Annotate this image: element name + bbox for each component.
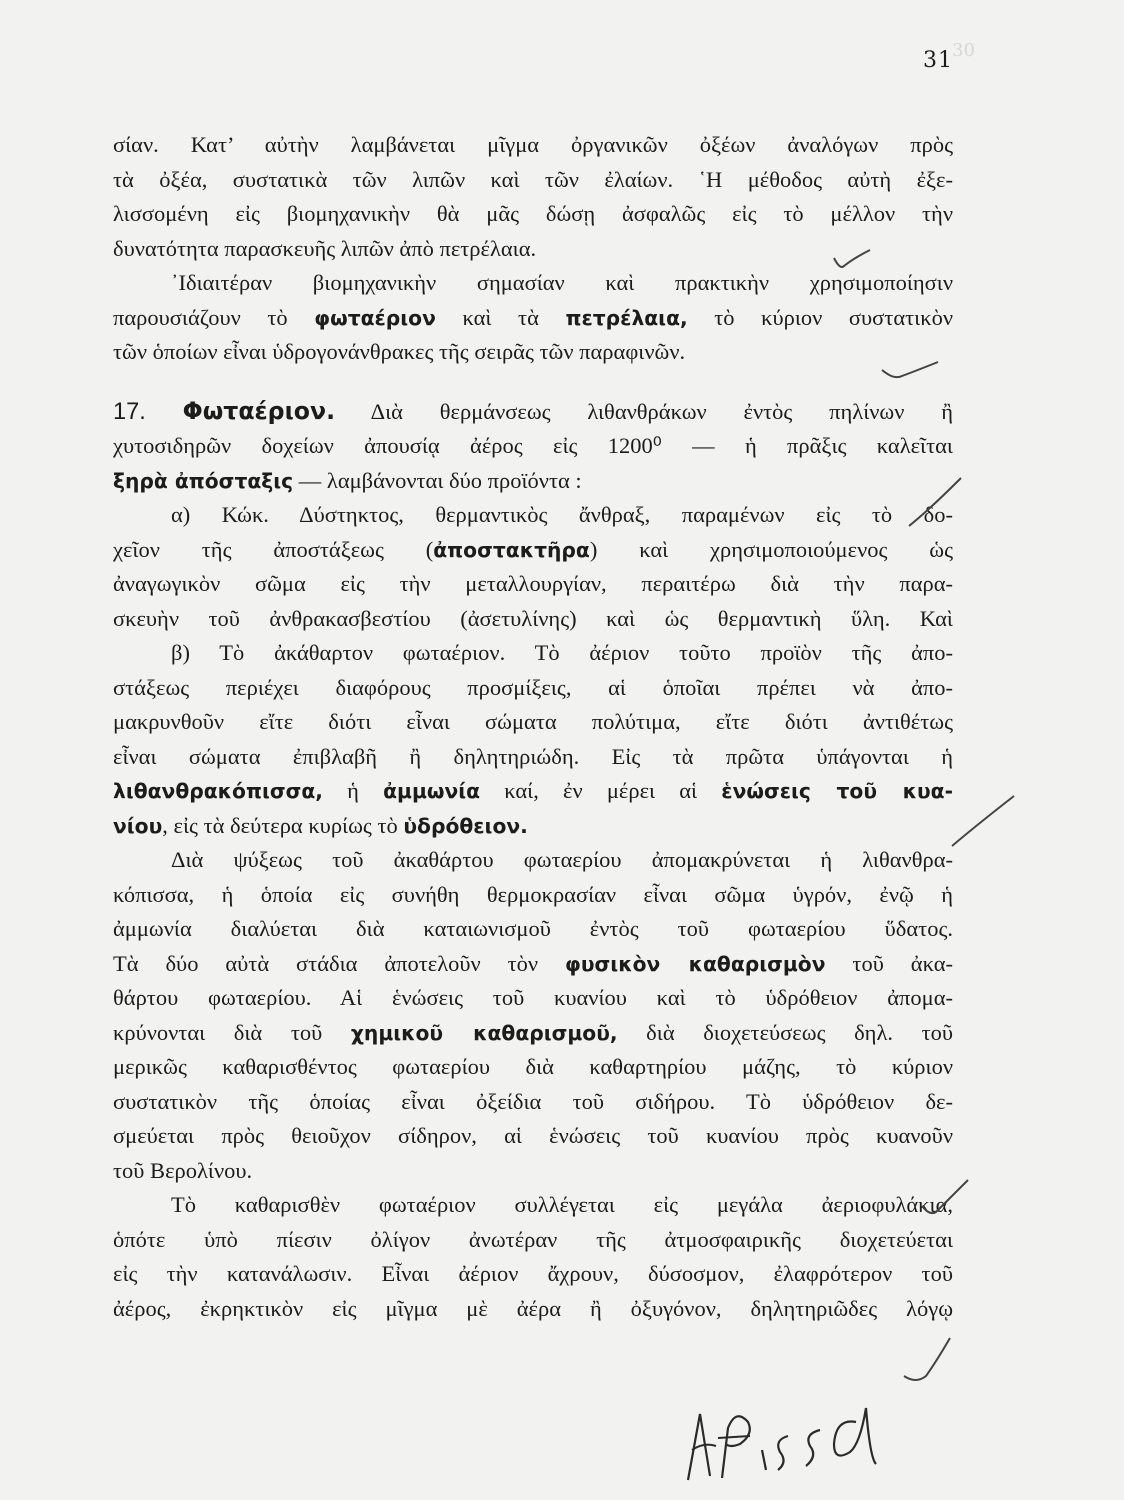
text-line: τῶν ὁποίων εἶναι ὑδρογονάνθρακες τῆς σειρᾶς τῶν παραφινῶν. <box>113 339 686 364</box>
term-ammonia: ἀμμωνία <box>383 779 481 803</box>
text-line: νίου, εἰς τὰ δεύτερα κυρίως τὸ ὑδρόθειον. <box>113 812 528 838</box>
text-line: χεῖον τῆς ἀποστάξεως (ἀποστακτῆρα) καὶ χρησιμοποιούμενος ὡς <box>113 536 953 562</box>
term-cyanide-compounds-cont: νίου <box>113 813 163 838</box>
term-coal-tar: λιθανθρακόπισσα, <box>113 779 323 803</box>
section-title: Φωταέριον. <box>182 396 336 425</box>
text-line: Τὰ δύο αὐτὰ στάδια ἀποτελοῦν τὸν φυσικὸν καθαρισμὸν τοῦ ἀκα- <box>113 950 953 976</box>
check-mark-icon <box>920 1176 970 1220</box>
term-hydrogen-sulfide: ὑδρόθειον. <box>403 813 528 838</box>
text-line: τοῦ Βερολίνου. <box>113 1157 253 1183</box>
handwritten-signature <box>670 1388 880 1492</box>
check-mark-icon <box>880 356 940 384</box>
term-cyanide-compounds: ἑνώσεις τοῦ κυα- <box>721 779 954 803</box>
text-line: ἀμμωνία διαλύεται διὰ καταιωνισμοῦ ἐντὸς τοῦ φωταερίου ὕδατος. <box>113 916 953 941</box>
text-line: κρύνονται διὰ τοῦ χημικοῦ καθαρισμοῦ, διὰ διοχετεύσεως δηλ. τοῦ <box>113 1019 953 1045</box>
text-line: θάρτου φωταερίου. Αἱ ἑνώσεις τοῦ κυανίου καὶ τὸ ὑδρόθειον ἀπομα- <box>113 985 953 1010</box>
section-heading-line: 17. Φωταέριον. Διὰ θερμάνσεως λιθανθράκων ἐντὸς πηλίνων ἢ <box>113 396 953 425</box>
page-body <box>113 128 953 1326</box>
term-photaerion: φωταέριον <box>314 305 436 330</box>
text-line: Διὰ ψύξεως τοῦ ἀκαθάρτου φωταερίου ἀπομακρύνεται ἡ λιθανθρα- <box>171 847 953 872</box>
text-line: χυτοσιδηρῶν δοχείων ἀπουσίᾳ ἀέρος εἰς 1200⁰ — ἡ πρᾶξις καλεῖται <box>113 433 953 458</box>
text-line: σίαν. Κατ’ αὐτὴν λαμβάνεται μῖγμα ὀργανικῶν ὀξέων ἀναλόγων πρὸς <box>113 132 953 157</box>
term-chemical-purification: χημικοῦ καθαρισμοῦ, <box>350 1020 618 1045</box>
term-physical-purification: φυσικὸν καθαρισμὸν <box>565 951 826 976</box>
term-apostaktir: ἀποστακτῆρα <box>433 537 590 562</box>
list-item-b: β) Τὸ ἀκάθαρτον φωταέριον. Τὸ ἀέριον τοῦτο προϊὸν τῆς ἀπο- <box>171 640 953 665</box>
text-line: μακρυνθοῦν εἴτε διότι εἶναι σώματα πολύτιμα, εἴτε διότι ἀντιθέτως <box>113 709 953 734</box>
text-line: ξηρὰ ἀπόσταξις — λαμβάνονται δύο προϊόντα : <box>113 467 582 493</box>
check-mark-icon <box>905 474 965 534</box>
term-petrelaia: πετρέλαια, <box>565 305 688 330</box>
text-line: σμεύεται πρὸς θειοῦχον σίδηρον, αἱ ἑνώσεις τοῦ κυανίου πρὸς κυανοῦν <box>113 1123 953 1148</box>
text-line: ᾿Ιδιαιτέραν βιομηχανικὴν σημασίαν καὶ πρακτικὴν χρησιμοποίησιν <box>171 270 953 295</box>
check-mark-icon <box>832 248 872 272</box>
text-line: παρουσιάζουν τὸ φωταέριον καὶ τὰ πετρέλαια, τὸ κύριον συστατικὸν <box>113 304 953 330</box>
text-line: κόπισσα, ἡ ὁποία εἰς συνήθη θερμοκρασίαν εἶναι σῶμα ὑγρόν, ἐνῷ ἡ <box>113 881 953 907</box>
text-line: εἰς τὴν κατανάλωσιν. Εἶναι ἀέριον ἄχρουν, δύσοσμον, ἐλαφρότερον τοῦ <box>113 1261 953 1286</box>
section-number: 17. <box>113 398 146 425</box>
check-mark-icon <box>948 792 1018 852</box>
page-number: 31 <box>923 48 953 73</box>
text-line: λισσομένη εἰς βιομηχανικὴν θὰ μᾶς δώσῃ ἀσφαλῶς εἰς τὸ μέλλον τὴν <box>113 201 953 226</box>
bleed-through-page-number: 30 <box>952 40 975 61</box>
text-line: ἀναγωγικὸν σῶμα εἰς τὴν μεταλλουργίαν, περαιτέρω διὰ τὴν παρα- <box>113 571 953 596</box>
text-line: συστατικὸν τῆς ὁποίας εἶναι ὀξείδια τοῦ σιδήρου. Τὸ ὑδρόθειον δε- <box>113 1088 953 1114</box>
text-line: ὁπότε ὑπὸ πίεσιν ὀλίγον ἀνωτέραν τῆς ἀτμοσφαιρικῆς διοχετεύεται <box>113 1226 953 1252</box>
check-mark-icon <box>902 1336 952 1386</box>
text-line: σκευὴν τοῦ ἀνθρακασβεστίου (ἀσετυλίνης) καὶ ὡς θερμαντικὴ ὕλη. Καὶ <box>113 605 953 631</box>
text-line: ἀέρος, ἐκρηκτικὸν εἰς μῖγμα μὲ ἀέρα ἢ ὀξυγόνον, δηλητηριῶδες λόγῳ <box>113 1295 953 1321</box>
text-line: εἶναι σώματα ἐπιβλαβῆ ἢ δηλητηριώδη. Εἰς τὰ πρῶτα ὑπάγονται ἡ <box>113 743 953 769</box>
text-line: Τὸ καθαρισθὲν φωταέριον συλλέγεται εἰς μεγάλα ἀεριοφυλάκια, <box>171 1192 953 1217</box>
text-line: λιθανθρακόπισσα, ἡ ἀμμωνία καί, ἐν μέρει αἱ ἑνώσεις τοῦ κυα- <box>113 778 954 803</box>
text-line: στάξεως περιέχει διαφόρους προσμίξεις, αἱ ὁποῖαι πρέπει νὰ ἀπο- <box>113 674 953 700</box>
text-line: δυνατότητα παρασκευῆς λιπῶν ἀπὸ πετρέλαια. <box>113 235 537 261</box>
text-line: τὰ ὀξέα, συστατικὰ τῶν λιπῶν καὶ τῶν ἐλαίων. ῾Η μέθοδος αὐτὴ ἐξε- <box>113 166 953 192</box>
text-line: μερικῶς καθαρισθέντος φωταερίου διὰ καθαρτηρίου μάζης, τὸ κύριον <box>113 1054 953 1079</box>
list-item-a: α) Κώκ. Δύστηκτος, θερμαντικὸς ἄνθραξ, παραμένων εἰς τὸ δο- <box>171 502 953 527</box>
term-dry-distillation: ξηρὰ ἀπόσταξις <box>113 468 294 493</box>
